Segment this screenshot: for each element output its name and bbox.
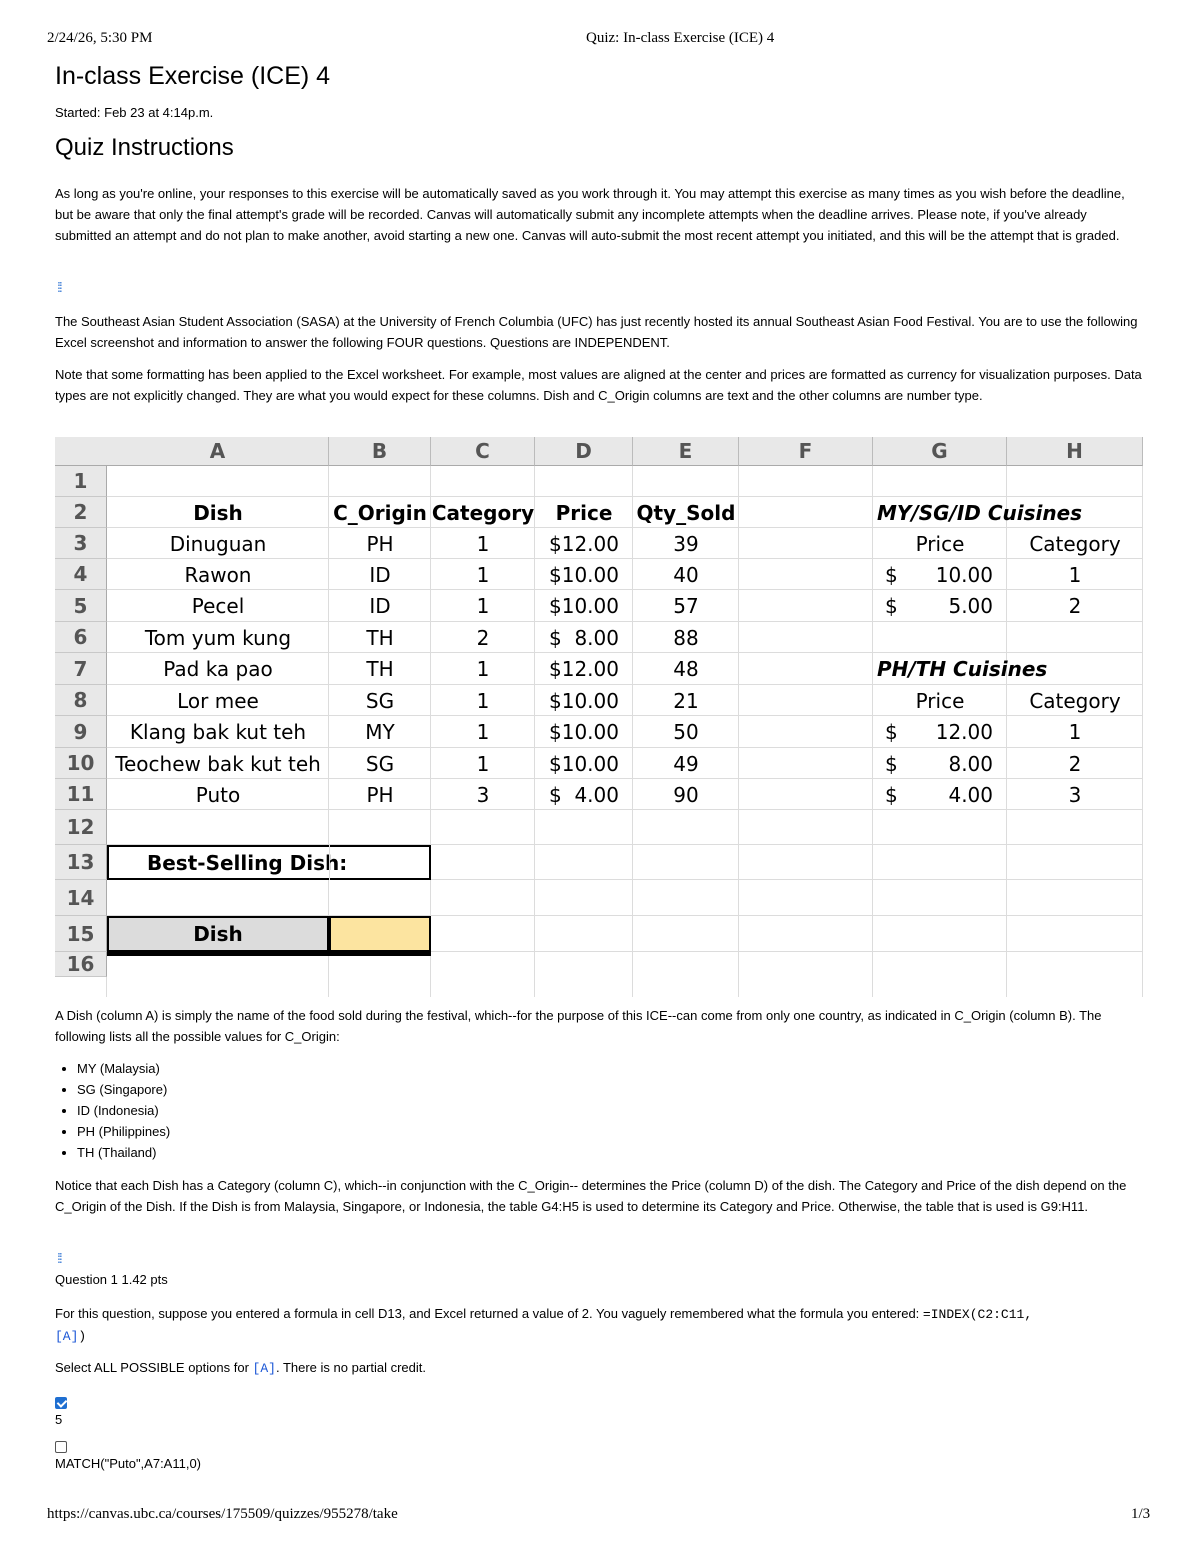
table-cell: 40	[673, 562, 699, 587]
lookup-price: 10.00	[935, 562, 993, 587]
dish-result-cell	[107, 952, 329, 956]
lookup-price: 4.00	[948, 782, 993, 807]
table-header-cell: Price	[555, 500, 613, 525]
lookup-price: 8.00	[948, 751, 993, 776]
row-header: 3	[55, 528, 107, 559]
started-time: Started: Feb 23 at 4:14p.m.	[55, 105, 214, 120]
table-cell: Pecel	[191, 594, 245, 618]
lookup-category: 2	[1068, 594, 1082, 618]
intro-text: The Southeast Asian Student Association (SASA) at the University of French Columbia (UFC) has just recently hosted its annual Southeast Asian Food Festival. You are to use the following Excel screenshot and information to answer the following FOUR questions. Questions are INDEPENDENT.	[55, 314, 1138, 350]
row-header: 12	[55, 810, 107, 845]
list-item: • ID (Indonesia)	[77, 1100, 170, 1121]
table-cell: 3	[476, 782, 490, 807]
table-cell: $10.00	[549, 688, 619, 713]
table-cell: Lor mee	[177, 688, 259, 713]
column-header: E	[633, 437, 739, 466]
table-cell: 1	[476, 562, 490, 587]
lookup-category: 1	[1068, 562, 1082, 587]
row-header: 11	[55, 779, 107, 810]
table-cell: $12.00	[549, 531, 619, 556]
currency-symbol: $	[885, 782, 898, 807]
select-suffix: . There is no partial credit.	[275, 1360, 427, 1375]
dish-blank-cell	[329, 952, 431, 956]
column-header: B	[329, 437, 431, 466]
dish-input-cell	[329, 916, 431, 952]
lookup-category: 2	[1068, 751, 1082, 776]
drag-handle-icon[interactable]: ⁞⁞	[57, 1250, 61, 1266]
row-header: 7	[55, 653, 107, 685]
lookup-category: 3	[1068, 782, 1082, 807]
placeholder-a: [A]	[55, 1329, 79, 1344]
column-header: F	[739, 437, 873, 466]
table-cell: Teochew bak kut teh	[115, 751, 321, 776]
currency-symbol: $	[885, 751, 898, 776]
table-cell: $12.00	[549, 657, 619, 681]
table-cell: SG	[365, 751, 395, 776]
table-cell: 1	[476, 657, 490, 681]
table-cell: $10.00	[549, 751, 619, 776]
currency-symbol: $	[885, 594, 898, 618]
table-header-cell: C_Origin	[333, 500, 427, 525]
instructions-heading: Quiz Instructions	[55, 134, 234, 161]
table-cell: 49	[673, 751, 699, 776]
table-cell: TH	[366, 657, 394, 681]
table-cell: MY	[365, 720, 395, 744]
column-header: C	[431, 437, 535, 466]
placeholder-a-ref: [A]	[252, 1361, 276, 1376]
table-cell: $10.00	[549, 562, 619, 587]
table-cell: PH	[366, 531, 394, 556]
best-selling-label: Best-Selling Dish:	[107, 845, 431, 880]
question-prefix: For this question, suppose you entered a formula in cell D13, and Excel returned a value of 2. You vaguely remembered what the formula you entered:	[55, 1306, 920, 1321]
formula-text: =INDEX(C2:C11,	[922, 1307, 1033, 1322]
table-cell: Rawon	[184, 562, 252, 587]
lookup-header: Category	[1029, 531, 1121, 556]
category-explanation: Notice that each Dish has a Category (column C), which--in conjunction with the C_Origin-- determines the Price (column D) of the dish. The Category and Price of the dish depend on the C_Origin of the Dish. If the Dish is from Malaysia, Singapore, or Indonesia, the table G4:H5 is used to determine its Category and Price. Otherwise, the table that is used is G9:H11.	[55, 1178, 1127, 1214]
table-cell: Puto	[195, 782, 241, 807]
question-text	[55, 1303, 1145, 1347]
dish-label-cell: Dish	[107, 916, 329, 952]
table-cell: ID	[369, 594, 391, 618]
row-header: 5	[55, 590, 107, 622]
column-header: A	[107, 437, 329, 466]
row-header: 8	[55, 685, 107, 716]
lookup-price: 12.00	[935, 720, 993, 744]
row-header: 4	[55, 559, 107, 590]
column-header: D	[535, 437, 633, 466]
row-header: 9	[55, 716, 107, 748]
sheet-corner	[55, 437, 107, 466]
table-cell: 50	[673, 720, 699, 744]
table-cell: 1	[476, 594, 490, 618]
lookup-title: MY/SG/ID Cuisines	[877, 500, 1083, 525]
table-cell: 2	[476, 625, 490, 650]
best-selling-value	[329, 845, 431, 880]
lookup-category: 1	[1068, 720, 1082, 744]
option-checkbox-2[interactable]	[55, 1441, 67, 1453]
table-cell: 90	[673, 782, 699, 807]
print-url: https://canvas.ubc.ca/courses/175509/quizzes/955278/take	[47, 1506, 398, 1522]
lookup-price: 5.00	[948, 594, 993, 618]
table-cell: SG	[365, 688, 395, 713]
table-cell: 1	[476, 688, 490, 713]
note-text: Note that some formatting has been applied to the Excel worksheet. For example, most values are aligned at the center and prices are formatted as currency for visualization purposes. Data types are not explicitly changed. They are what you would expect for these columns. Dish and C_Origin columns are text and the other columns are number type.	[55, 367, 1142, 403]
table-cell: TH	[366, 625, 394, 650]
quiz-title: In-class Exercise (ICE) 4	[55, 62, 331, 90]
table-cell: 21	[673, 688, 699, 713]
table-cell: 57	[673, 594, 699, 618]
currency-symbol: $	[885, 562, 898, 587]
table-cell: 48	[673, 657, 699, 681]
table-cell: $10.00	[549, 594, 619, 618]
select-instruction	[55, 1357, 1145, 1379]
row-header: 16	[55, 952, 107, 977]
table-header-cell: Qty_Sold	[636, 500, 736, 525]
table-cell: 39	[673, 531, 699, 556]
origin-list	[55, 1058, 170, 1163]
currency-symbol: $	[885, 720, 898, 744]
table-cell: 1	[476, 751, 490, 776]
lookup-title: PH/TH Cuisines	[877, 657, 1048, 681]
table-header-cell: Dish	[193, 500, 243, 525]
drag-handle-icon[interactable]: ⁞⁞	[57, 279, 61, 295]
option-checkbox-1[interactable]	[55, 1397, 67, 1409]
table-cell: Dinuguan	[169, 531, 267, 556]
row-header: 6	[55, 622, 107, 653]
excel-screenshot	[55, 437, 1143, 997]
row-header: 2	[55, 497, 107, 528]
table-cell: ID	[369, 562, 391, 587]
row-header: 13	[55, 845, 107, 880]
table-cell: 88	[673, 625, 699, 650]
option-label-1: 5	[55, 1412, 63, 1427]
lookup-header: Price	[915, 688, 965, 713]
column-header: G	[873, 437, 1007, 466]
print-page-title: Quiz: In-class Exercise (ICE) 4	[586, 30, 775, 46]
question-label: Question 1 1.42 pts	[55, 1272, 168, 1287]
dish-explanation: A Dish (column A) is simply the name of the food sold during the festival, which--for the purpose of this ICE--can come from only one country, as indicated in C_Origin (column B). The following lists all the possible values for C_Origin:	[55, 1008, 1102, 1044]
table-cell: Pad ka pao	[163, 657, 273, 681]
table-cell: $10.00	[549, 720, 619, 744]
list-item: • SG (Singapore)	[77, 1079, 170, 1100]
option-label-2: MATCH("Puto",A7:A11,0)	[55, 1456, 202, 1471]
list-item: • PH (Philippines)	[77, 1121, 170, 1142]
table-header-cell: Category	[431, 500, 535, 525]
table-cell: PH	[366, 782, 394, 807]
table-cell: 1	[476, 531, 490, 556]
row-header: 10	[55, 748, 107, 779]
print-page-number: 1/3	[1131, 1506, 1151, 1522]
table-cell: Tom yum kung	[144, 625, 292, 650]
column-header: H	[1007, 437, 1143, 466]
list-item: • TH (Thailand)	[77, 1142, 170, 1163]
table-cell: 1	[476, 720, 490, 744]
formula-end: )	[78, 1329, 87, 1344]
table-cell: $ 4.00	[549, 782, 619, 807]
row-header: 14	[55, 880, 107, 916]
lookup-header: Price	[915, 531, 965, 556]
table-cell: Klang bak kut teh	[129, 720, 307, 744]
table-cell: $ 8.00	[549, 625, 619, 650]
select-prefix: Select ALL POSSIBLE options for	[55, 1360, 249, 1375]
instructions-text: As long as you're online, your responses to this exercise will be automatically saved as you work through it. You may attempt this exercise as many times as you wish before the deadline, but be aware that only the final attempt's grade will be recorded. Canvas will automatically submit any incomplete attempts when the deadline arrives. Please note, if you've already submitted an attempt and do not plan to make another, avoid starting a new one. Canvas will auto-submit the most recent attempt you initiated, and this will be the attempt that is graded.	[55, 186, 1125, 243]
list-item: • MY (Malaysia)	[77, 1058, 170, 1079]
print-datetime: 2/24/26, 5:30 PM	[47, 30, 153, 46]
lookup-header: Category	[1029, 688, 1121, 713]
row-header: 15	[55, 916, 107, 952]
row-header: 1	[55, 466, 107, 497]
